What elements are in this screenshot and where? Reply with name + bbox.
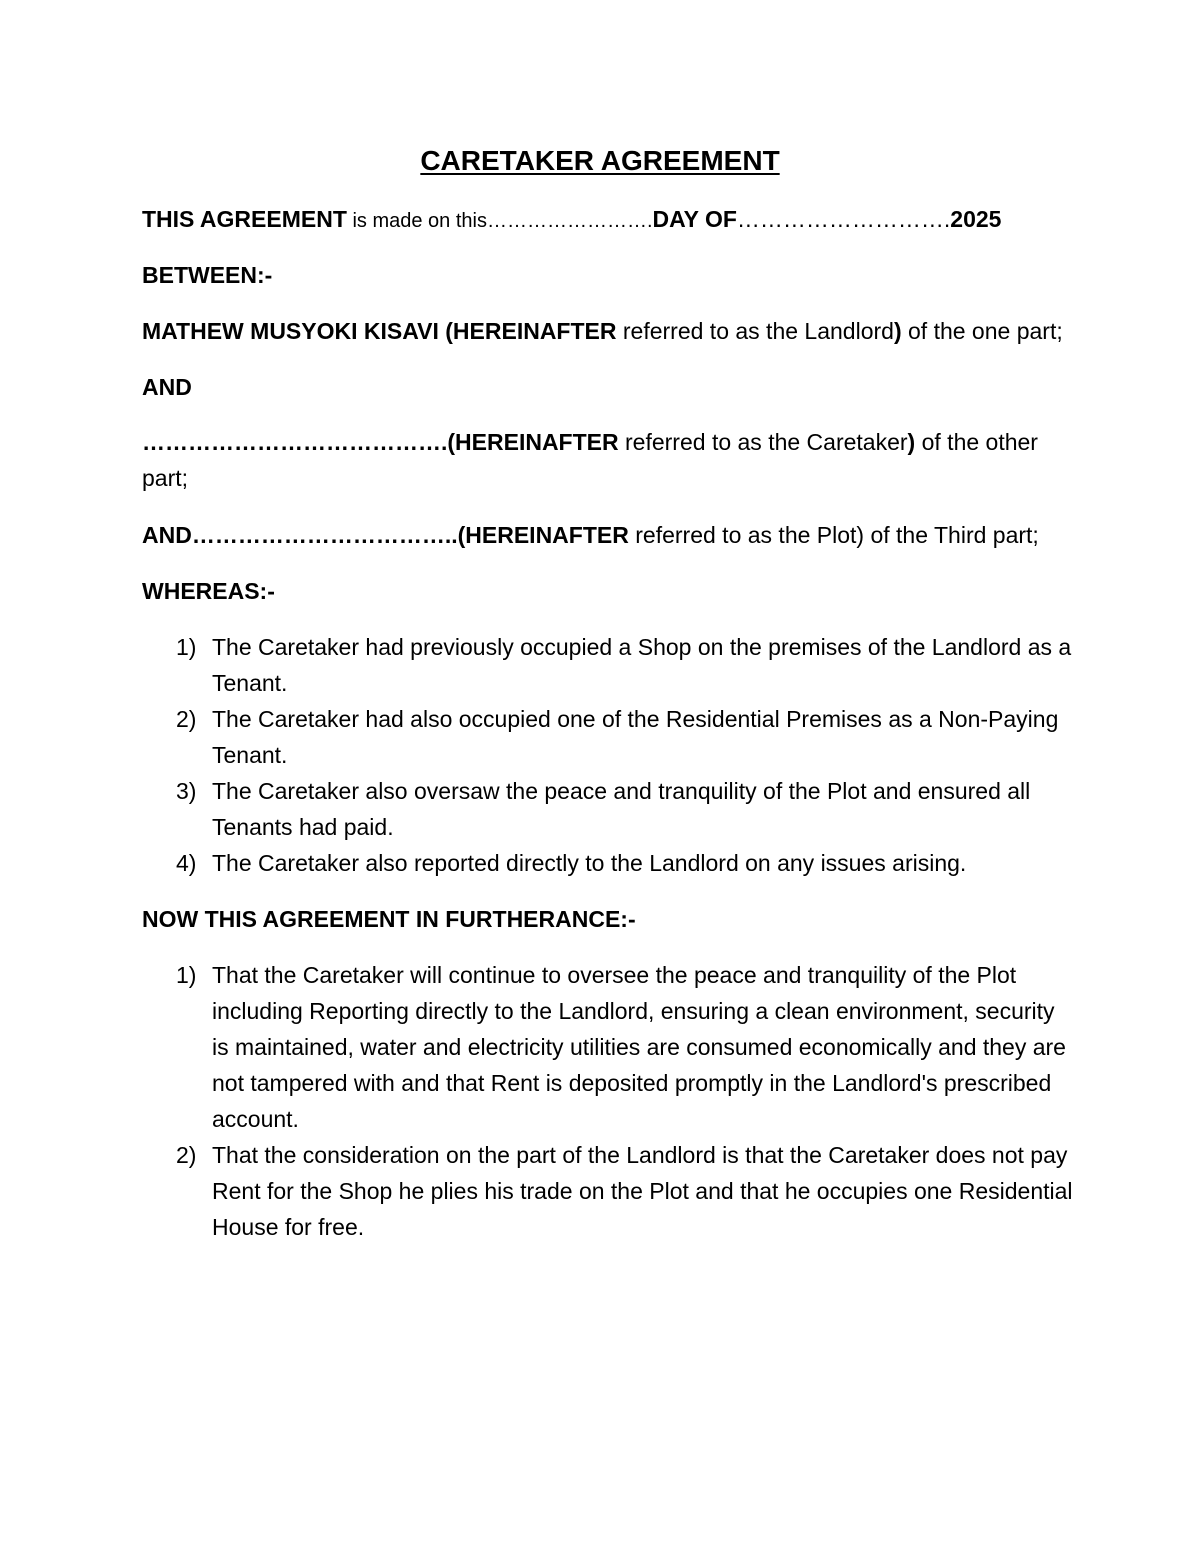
list-line: Tenants had paid. [212, 814, 394, 840]
list-number: 1) [176, 634, 197, 660]
agreement-lead: THIS AGREEMENT [142, 206, 347, 232]
list-line: not tampered with and that Rent is deposited promptly in the Landlord's prescribed [212, 1070, 1052, 1096]
list-item [176, 1137, 1076, 1245]
furtherance-list [176, 957, 1076, 1245]
agreement-date-line [142, 201, 1062, 239]
whereas-heading: WHEREAS:- [142, 578, 275, 604]
list-number: 4) [176, 850, 197, 876]
landlord-tail: of the one part; [901, 318, 1063, 344]
list-line: That the consideration on the part of the Landlord is that the Caretaker does not pay [212, 1142, 1068, 1168]
caretaker-blank: …………………………………. [142, 429, 448, 455]
day-of-label: DAY OF [652, 206, 737, 232]
landlord-line [142, 313, 1062, 349]
caretaker-paren: ) [907, 429, 916, 455]
list-number: 2) [176, 1142, 197, 1168]
list-line: Rent for the Shop he plies his trade on the Plot and that he occupies one Residential [212, 1178, 1073, 1204]
landlord-role: referred to as the Landlord [616, 318, 894, 344]
landlord-paren: ) [893, 318, 902, 344]
whereas-list [176, 629, 1076, 881]
plot-role: referred to as the Plot) of the Third part; [628, 522, 1039, 548]
list-line: House for free. [212, 1214, 365, 1240]
list-line: The Caretaker had previously occupied a Shop on the premises of the Landlord as a [212, 634, 1072, 660]
between-heading: BETWEEN:- [142, 262, 273, 288]
list-line: The Caretaker had also occupied one of the Residential Premises as a Non-Paying [212, 706, 1059, 732]
list-line: The Caretaker also reported directly to the Landlord on any issues arising. [212, 850, 967, 876]
plot-line [142, 517, 1062, 553]
day-blank: ……………………. [486, 210, 653, 232]
list-line: is maintained, water and electricity utilities are consumed economically and they are [212, 1034, 1066, 1060]
plot-and: AND [142, 522, 192, 548]
list-item [176, 773, 1076, 845]
furtherance-heading: NOW THIS AGREEMENT IN FURTHERANCE:- [142, 906, 636, 932]
caretaker-tail: of the other [915, 429, 1038, 455]
landlord-name: MATHEW MUSYOKI KISAVI (HEREINAFTER [142, 318, 617, 344]
month-blank: ………………………. [736, 206, 951, 232]
caretaker-line [142, 424, 1062, 460]
year-text: 2025 [950, 206, 1002, 232]
list-number: 1) [176, 962, 197, 988]
document-title: CARETAKER AGREEMENT [420, 145, 780, 176]
plot-hereinafter: (HEREINAFTER [457, 522, 629, 548]
caretaker-line-cont: part; [142, 465, 189, 491]
plot-blank: …………………………….. [191, 522, 458, 548]
caretaker-role: referred to as the Caretaker [618, 429, 908, 455]
list-number: 2) [176, 706, 197, 732]
list-item [176, 629, 1076, 701]
list-item [176, 701, 1076, 773]
list-line: including Reporting directly to the Landlord, ensuring a clean environment, security [212, 998, 1055, 1024]
list-item [176, 845, 1076, 881]
list-item [176, 957, 1076, 1137]
and-separator: AND [142, 374, 192, 400]
list-line: The Caretaker also oversaw the peace and tranquility of the Plot and ensured all [212, 778, 1031, 804]
caretaker-hereinafter: (HEREINAFTER [447, 429, 619, 455]
list-line: account. [212, 1106, 299, 1132]
list-line: Tenant. [212, 670, 288, 696]
list-line: Tenant. [212, 742, 288, 768]
list-line: That the Caretaker will continue to oversee the peace and tranquility of the Plot [212, 962, 1017, 988]
agreement-lead-text: is made on this [346, 210, 487, 232]
list-number: 3) [176, 778, 197, 804]
